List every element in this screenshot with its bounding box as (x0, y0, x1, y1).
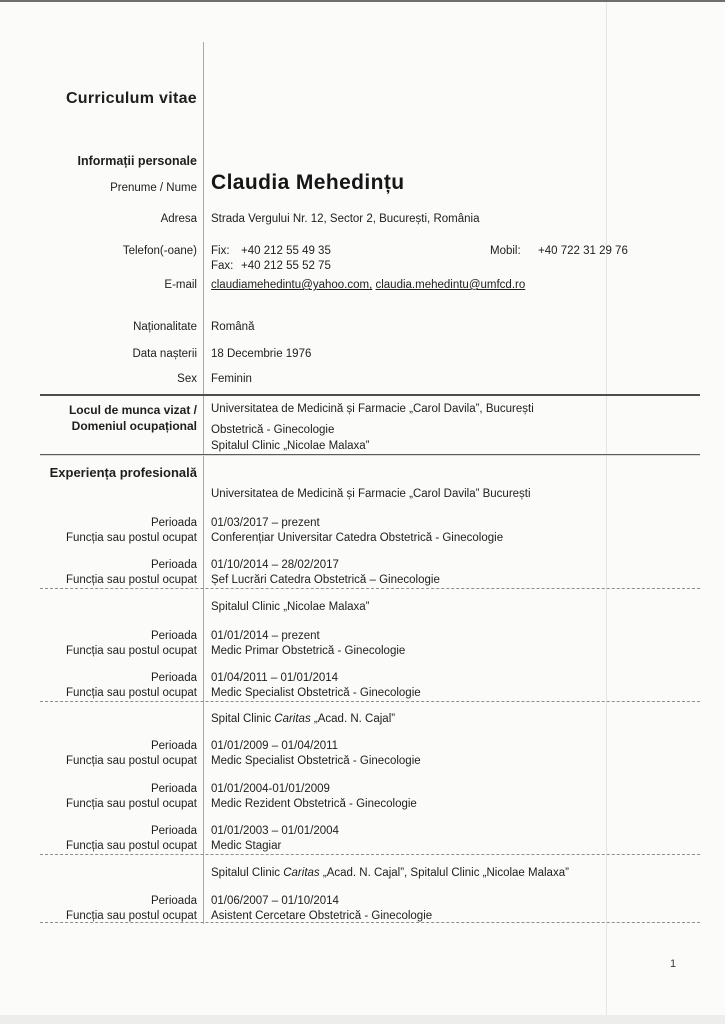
group-separator-dashed (40, 854, 700, 855)
role-value: Medic Specialist Obstetrică - Ginecologie (211, 755, 421, 767)
role-label: Funcția sau postul ocupat (65, 687, 197, 699)
role-value: Șef Lucrări Catedra Obstetrică – Ginecologie (211, 574, 440, 586)
section-rule-top (40, 394, 700, 396)
phone-label: Telefon(-oane) (122, 245, 197, 257)
role-label: Funcția sau postul ocupat (65, 798, 197, 810)
role-label: Funcția sau postul ocupat (65, 755, 197, 767)
address-label: Adresa (160, 213, 197, 225)
role-value: Asistent Cercetare Obstetrică - Ginecologie (211, 910, 433, 922)
employer-text: Spitalul Clinic (211, 867, 284, 879)
nationality-value: Română (211, 321, 255, 333)
role-value: Medic Primar Obstetrică - Ginecologie (211, 645, 406, 657)
period-value: 01/10/2014 – 28/02/2017 (211, 559, 339, 571)
person-name: Claudia Mehedințu (211, 171, 405, 194)
scan-bottom-edge (0, 1015, 725, 1024)
period-value: 01/01/2004-01/01/2009 (211, 783, 330, 795)
column-divider-line (203, 42, 204, 924)
role-label: Funcția sau postul ocupat (65, 574, 197, 586)
fax-key: Fax: (211, 260, 234, 272)
mobile-number: +40 722 31 29 76 (538, 245, 628, 257)
period-value: 01/04/2011 – 01/01/2014 (211, 672, 339, 684)
sex-label: Sex (177, 373, 197, 385)
role-label: Funcția sau postul ocupat (65, 910, 197, 922)
role-value: Medic Rezident Obstetrică - Ginecologie (211, 798, 417, 810)
email-address-1: claudiamehedintu@yahoo.com, (211, 279, 373, 291)
job-target-label-line1: Locul de munca vizat / (68, 403, 197, 417)
group-separator-dashed (40, 701, 700, 702)
nationality-label: Naționalitate (133, 321, 197, 333)
role-label: Funcția sau postul ocupat (65, 532, 197, 544)
section-title-experience: Experiența profesională (49, 465, 197, 480)
period-value: 01/06/2007 – 01/10/2014 (211, 895, 339, 907)
role-value: Medic Specialist Obstetrică - Ginecologie (211, 687, 421, 699)
employer-text: Spital Clinic (211, 713, 275, 725)
period-label: Perioada (150, 895, 197, 907)
role-value: Conferențiar Universitar Catedra Obstetrică - Ginecologie (211, 532, 504, 544)
employer-line (211, 867, 701, 879)
name-label: Prenume / Nume (110, 182, 197, 194)
email-value (211, 279, 701, 291)
job-target-label-line2: Domeniul ocupațional (71, 419, 197, 433)
employer-line (211, 488, 701, 500)
email-label: E-mail (164, 279, 197, 291)
mobile-key: Mobil: (490, 245, 521, 257)
period-label: Perioada (150, 517, 197, 529)
period-label: Perioada (150, 630, 197, 642)
employer-text: Universitatea de Medicină și Farmacie „Carol Davila” București (211, 488, 531, 500)
page-number: 1 (670, 958, 677, 970)
employer-text-post: „Acad. N. Cajal”, Spitalul Clinic „Nicolae Malaxa” (319, 867, 569, 879)
period-value: 01/01/2014 – prezent (211, 630, 320, 642)
section-rule-experience (40, 454, 700, 456)
period-label: Perioada (150, 559, 197, 571)
period-value: 01/03/2017 – prezent (211, 517, 320, 529)
phone-mobile-block (490, 245, 628, 257)
role-label: Funcția sau postul ocupat (65, 840, 197, 852)
period-label: Perioada (150, 672, 197, 684)
fix-number: +40 212 55 49 35 (241, 245, 331, 257)
role-label: Funcția sau postul ocupat (65, 645, 197, 657)
employer-text-post: „Acad. N. Cajal” (310, 713, 396, 725)
employer-line (211, 713, 701, 725)
job-target-line-1: Universitatea de Medicină și Farmacie „Carol Davila”, București (211, 403, 534, 415)
period-value: 01/01/2009 – 01/04/2011 (211, 740, 339, 752)
section-title-personal: Informații personale (77, 154, 197, 168)
employer-text: Spitalul Clinic „Nicolae Malaxa” (211, 601, 370, 613)
sex-value: Feminin (211, 373, 252, 385)
employer-line (211, 601, 701, 613)
group-separator-dashed (40, 588, 700, 589)
period-label: Perioada (150, 783, 197, 795)
fix-key: Fix: (211, 245, 230, 257)
role-value: Medic Stagiar (211, 840, 282, 852)
period-label: Perioada (150, 825, 197, 837)
document-title: Curriculum vitae (65, 90, 197, 107)
phone-fax-line (211, 260, 701, 272)
group-separator-dashed (40, 922, 700, 923)
period-value: 01/01/2003 – 01/01/2004 (211, 825, 339, 837)
fax-number: +40 212 55 52 75 (241, 260, 331, 272)
birthdate-label: Data nașterii (132, 348, 197, 360)
employer-italic-text: Caritas (283, 867, 320, 879)
address-value: Strada Vergului Nr. 12, Sector 2, București, România (211, 213, 480, 225)
employer-italic-text: Caritas (274, 713, 311, 725)
job-target-line-2: Obstetrică - Ginecologie (211, 424, 335, 436)
period-label: Perioada (150, 740, 197, 752)
email-address-2: claudia.mehedintu@umfcd.ro (375, 279, 526, 291)
birthdate-value: 18 Decembrie 1976 (211, 348, 312, 360)
job-target-line-3: Spitalul Clinic „Nicolae Malaxa” (211, 440, 370, 452)
